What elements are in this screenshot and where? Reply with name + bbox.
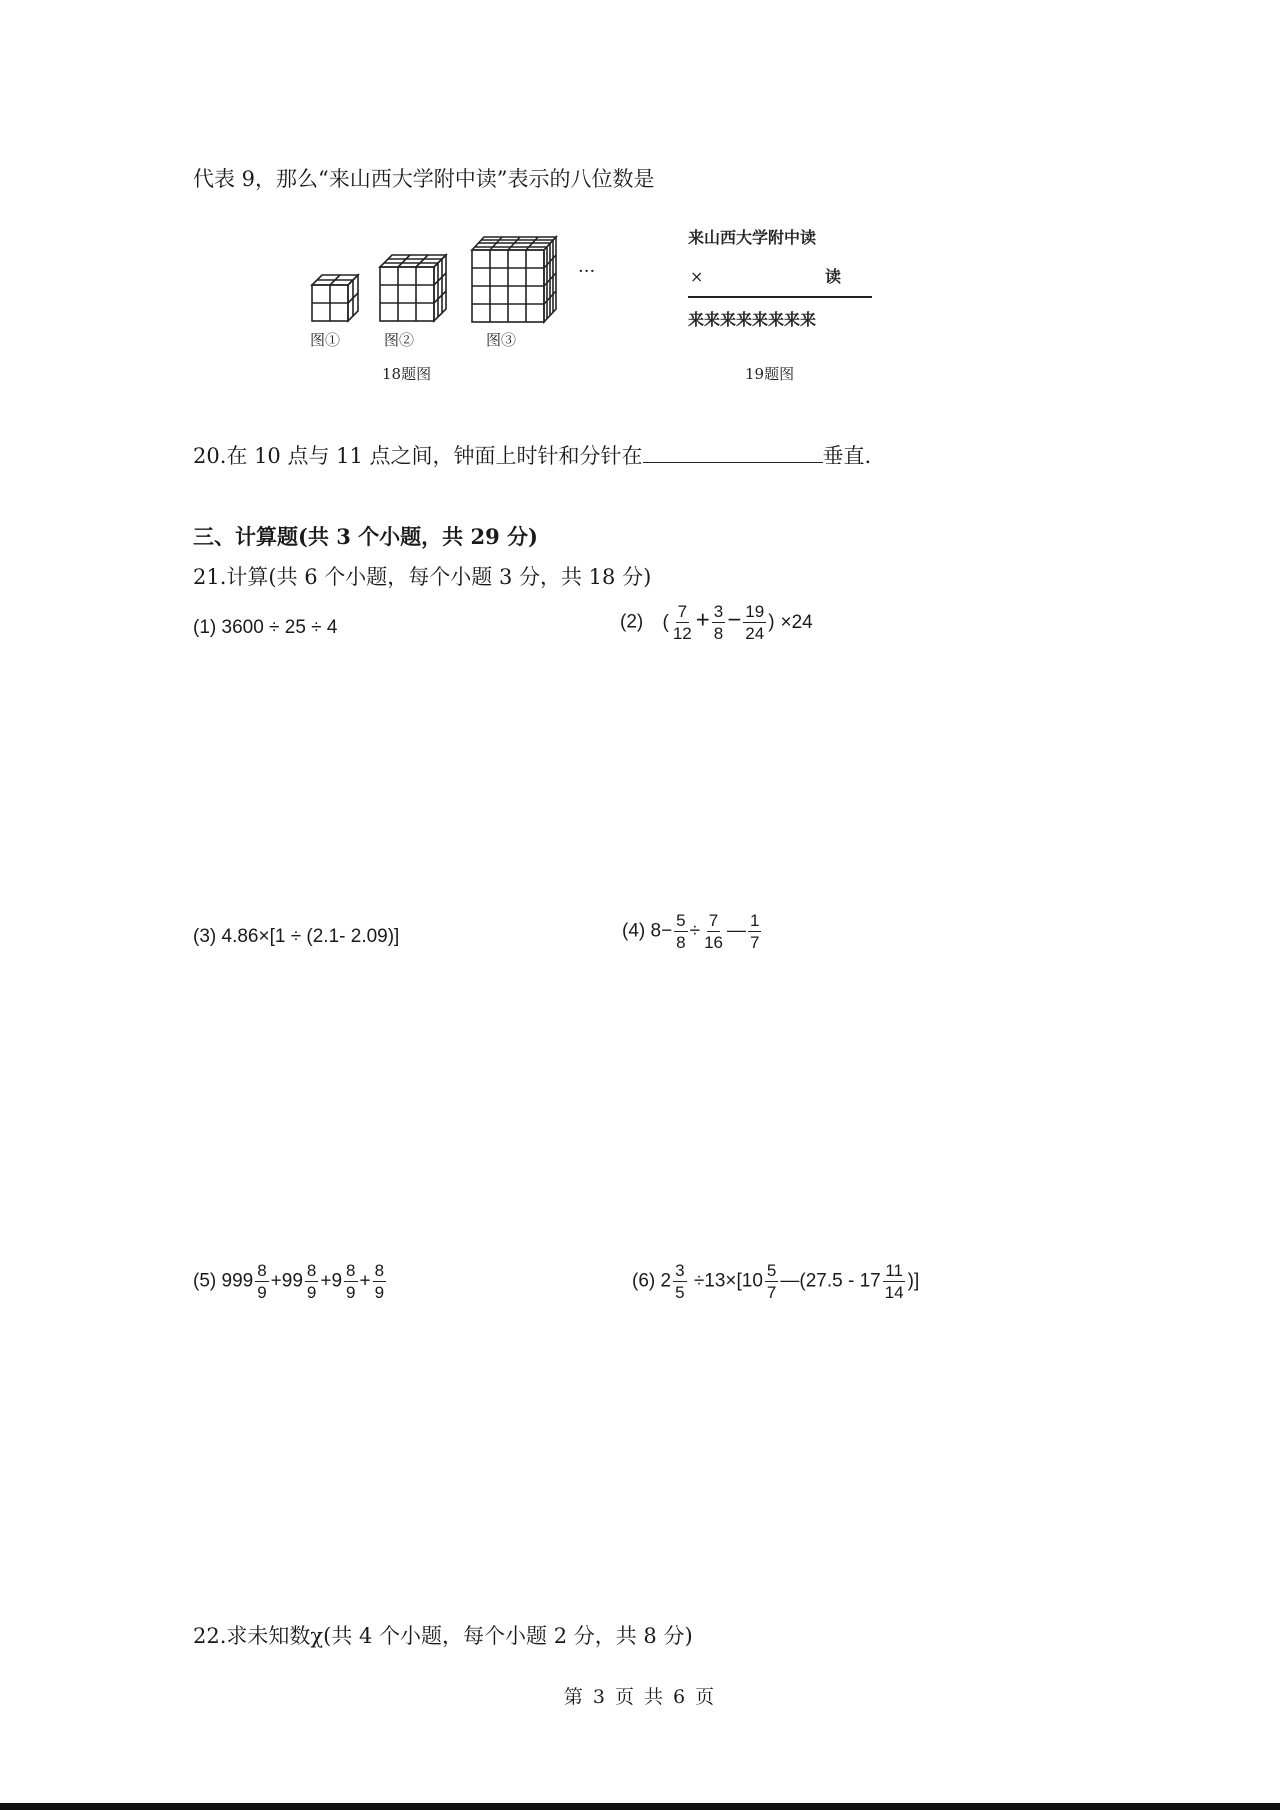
fraction: $\frac{8}{9}$	[346, 1261, 356, 1302]
figure-19-multiplication	[680, 225, 880, 390]
multiply-sign: ×	[690, 267, 704, 286]
question-20	[193, 440, 871, 470]
scan-edge	[0, 1803, 1280, 1810]
answer-blank[interactable]	[643, 442, 823, 463]
fraction: $\frac{5}{8}$	[676, 911, 686, 952]
question-20-text: 20.在 10 点与 11 点之间，钟面上时针和分针在	[193, 444, 643, 468]
fraction: $\frac{5}{7}$	[766, 1261, 777, 1302]
figure-18-cubes	[300, 225, 630, 390]
fraction: $\frac{8}{9}$	[257, 1261, 267, 1302]
problem-21-3: (3) 4.86×[1 ÷ (2.1- 2.09)]	[193, 926, 400, 947]
question-22-title: 22.求未知数χ(共 4 个小题，每个小题 2 分，共 8 分)	[193, 1624, 693, 1648]
figure-label-3: 图③	[486, 331, 517, 349]
problem-21-4: (4) 8− $\frac{5}{8}$ ÷ $\frac{7}{16}$ — $\frac{1}{7}$	[622, 911, 760, 952]
section-3-title: 三、计算题(共 3 个小题，共 29 分)	[193, 524, 538, 549]
fraction: $\frac{1}{7}$	[750, 911, 760, 952]
fraction: $\frac{19}{24}$	[745, 602, 765, 643]
fraction: $\frac{3}{8}$	[713, 602, 724, 643]
problem-21-1: (1) 3600 ÷ 25 ÷ 4	[193, 617, 338, 638]
fraction: $\frac{11}{14}$	[884, 1261, 904, 1302]
question-19-continuation: 代表 9，那么“来山西大学附中读”表示的八位数是	[193, 167, 655, 191]
question-21-title: 21.计算(共 6 个小题，每个小题 3 分，共 18 分)	[193, 565, 652, 589]
question-20-tail: 垂直.	[822, 444, 872, 468]
page-footer: 第 3 页 共 6 页	[563, 1686, 717, 1708]
fraction: $\frac{7}{16}$	[704, 911, 723, 952]
problem-21-6: (6) 2 $\frac{3}{5}$ ÷13×[10 $\frac{5}{7}$ —(27.5 - 17 $\frac{11}{14}$ )]	[632, 1261, 920, 1302]
problem-21-2: (2) ( $\frac{7}{12}$ + $\frac{3}{8}$ − $\frac{19}{24}$ ) ×24	[620, 602, 813, 643]
ellipsis: ···	[578, 261, 596, 282]
problem-21-5: (5) 999 $\frac{8}{9}$ +99 $\frac{8}{9}$ +9 $\frac{8}{9}$ + $\frac{8}{9}$	[193, 1261, 385, 1302]
figure-label-2: 图②	[384, 331, 415, 349]
multiplier-char: 读	[825, 267, 842, 286]
fraction: $\frac{7}{12}$	[672, 602, 692, 643]
fraction: $\frac{3}{5}$	[675, 1261, 685, 1302]
result-row-text: 来来来来来来来来	[688, 310, 817, 329]
top-row-text: 来山西大学附中读	[688, 228, 817, 247]
figure-18-caption: 18题图	[382, 365, 432, 383]
figure-19-caption: 19题图	[745, 365, 795, 383]
figure-label-1: 图①	[310, 331, 341, 349]
fraction: $\frac{8}{9}$	[374, 1261, 385, 1302]
fraction: $\frac{8}{9}$	[306, 1261, 317, 1302]
